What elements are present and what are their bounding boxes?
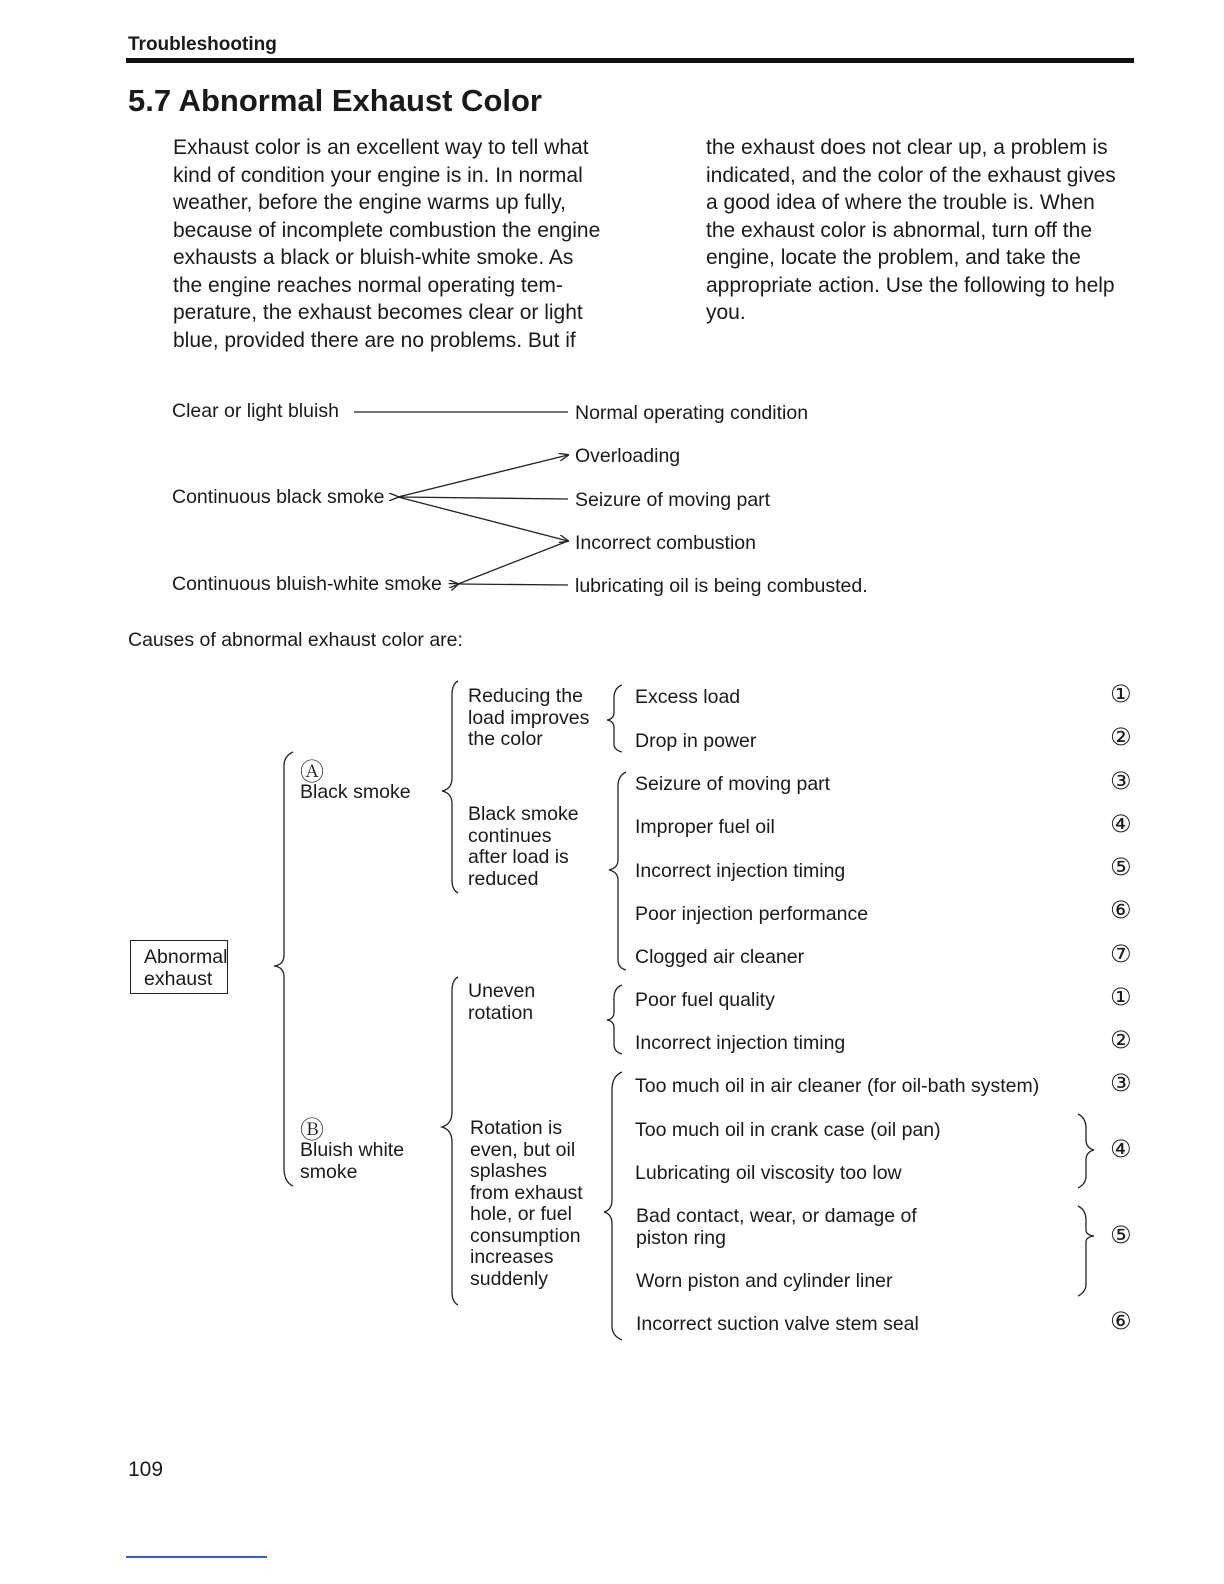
cause-item: Incorrect injection timing [635,1032,846,1054]
intro-line: weather, before the engine warms up fully, [173,191,567,214]
cause-line: Bad contact, wear, or damage of [636,1205,917,1227]
condition-smoke-continues [468,804,579,890]
intro-line: indicated, and the color of the exhaust gives [706,163,1116,187]
number-7: ⑦ [1110,940,1132,968]
number-4: ④ [1110,810,1132,838]
cause-item: Incorrect injection timing [635,860,846,882]
condition-line: even, but oil [470,1138,576,1161]
number-3: ③ [1110,767,1132,795]
cause-item: Clogged air cleaner [635,946,805,968]
root-label: Abnormal [144,946,228,968]
number-1: ① [1110,983,1132,1011]
root-label: exhaust [144,968,213,990]
intro-line: because of incomplete combustion the engine [173,218,601,242]
intro-line: the engine reaches normal operating tem- [173,273,563,297]
branch-line: smoke [300,1160,358,1183]
cause-item: Excess load [635,686,741,708]
condition-line: hole, or fuel [470,1203,572,1225]
number-6: ⑥ [1110,1307,1132,1335]
cause-item [636,1206,917,1249]
intro-line: a good idea of where the trouble is. When [706,191,1095,214]
color-black: Continuous black smoke [172,486,385,508]
condition-line: rotation [468,1001,534,1024]
number-5: ⑤ [1110,853,1132,881]
number-1: ① [1110,680,1132,708]
condition-line: increases [470,1246,554,1268]
root-box [130,940,228,994]
branch-bluish-white-smoke [300,1140,404,1183]
number-5: ⑤ [1110,1221,1132,1249]
intro-line: the exhaust color is abnormal, turn off the [706,218,1092,242]
footer-rule [126,1556,267,1558]
condition-line: the color [468,728,543,750]
number-6: ⑥ [1110,896,1132,924]
condition-line: Black smoke [468,803,579,825]
number-3: ③ [1110,1069,1132,1097]
intro-line: engine, locate the problem, and take the [706,246,1081,269]
intro-line: blue, provided there are no problems. But if [173,328,576,352]
cause-item: Worn piston and cylinder liner [636,1270,893,1292]
color-clear: Clear or light bluish [172,400,339,422]
result-overloading: Overloading [575,445,681,467]
color-bluish-white: Continuous bluish-white smoke [172,573,442,595]
cause-item: Poor injection performance [635,903,869,925]
intro-line: exhausts a black or bluish-white smoke. As [173,246,574,269]
number-2: ② [1110,723,1132,751]
branch-black-smoke: Black smoke [300,781,411,803]
intro-line: Exhaust color is an excellent way to tell what [173,136,589,159]
number-4: ④ [1110,1135,1132,1163]
cause-item: Improper fuel oil [635,816,775,838]
cause-item: Too much oil in air cleaner (for oil-bath system) [635,1075,1040,1097]
intro-line: the exhaust does not clear up, a problem is [706,136,1108,159]
section-header: Troubleshooting [128,34,277,55]
condition-load-improves [468,686,589,751]
condition-line: continues [468,824,552,847]
marker-a: Ⓐ [300,758,324,786]
cause-item: Incorrect suction valve stem seal [636,1313,919,1335]
condition-line: after load is [468,846,569,868]
result-seizure: Seizure of moving part [575,489,771,511]
intro-line: you. [706,301,746,324]
condition-line: splashes [470,1160,547,1182]
cause-item: Poor fuel quality [635,989,775,1011]
condition-line: Reducing the [468,685,583,707]
result-normal: Normal operating condition [575,402,809,424]
intro-line: perature, the exhaust becomes clear or light [173,301,583,324]
number-2: ② [1110,1026,1132,1054]
condition-line: suddenly [470,1267,549,1290]
cause-item: Drop in power [635,730,757,752]
cause-item: Seizure of moving part [635,773,831,795]
causes-intro: Causes of abnormal exhaust color are: [128,629,463,651]
page-title: 5.7 Abnormal Exhaust Color [128,83,542,118]
intro-line: kind of condition your engine is in. In normal [173,163,583,187]
cause-item: Lubricating oil viscosity too low [635,1162,902,1184]
condition-oil-splashes [470,1118,583,1290]
marker-b: Ⓑ [300,1116,324,1144]
cause-line: piston ring [636,1226,726,1249]
condition-line: load improves [468,706,590,729]
condition-line: Rotation is [470,1117,563,1139]
condition-line: from exhaust [470,1181,583,1204]
result-oil-combusted: lubricating oil is being combusted. [575,575,868,597]
intro-line: appropriate action. Use the following to help [706,273,1115,297]
page-number: 109 [128,1458,164,1481]
cause-item: Too much oil in crank case (oil pan) [635,1119,941,1141]
condition-line: Uneven [468,980,536,1002]
branch-line: Bluish white [300,1139,405,1161]
condition-line: reduced [468,867,539,890]
condition-uneven-rotation [468,981,535,1024]
condition-line: consumption [470,1224,581,1247]
result-incorrect-combustion: Incorrect combustion [575,532,756,554]
